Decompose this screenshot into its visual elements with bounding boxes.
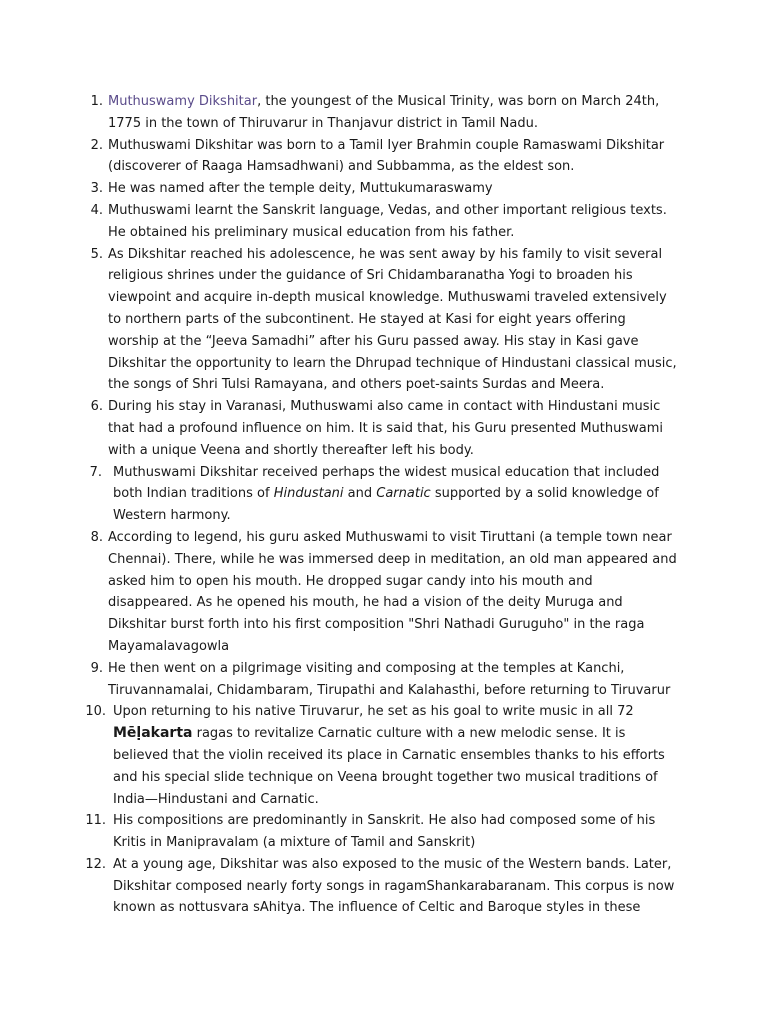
list-text: During his stay in Varanasi, Muthuswami also came in contact with Hindustani music that had a profound influence on him. It is said that, his Guru presented Muthuswami with a unique Veena and shortly thereafter left his body.	[108, 399, 664, 458]
list-text: Muthuswami Dikshitar received perhaps the widest musical education that included both Indian traditions of Hindustani and Carnatic supported by a solid knowledge of Western harmony.	[113, 464, 660, 524]
list-text: At a young age, Dikshitar was also exposed to the music of the Western bands. Later, Dikshitar composed nearly forty songs in ragamShankarabaranam. This corpus is now known as nottusvara sAhitya. The influence of Celtic and Baroque styles in these	[113, 856, 675, 916]
list-text: He then went on a pilgrimage visiting and composing at the temples at Kanchi, Tiruvannamalai, Chidambaram, Tirupathi and Kalahasthi, before returning to Tiruvarur	[108, 660, 671, 698]
list-item	[0, 200, 768, 244]
list-item	[0, 91, 768, 135]
list-number: 6.	[90, 399, 103, 415]
list-item	[0, 135, 768, 179]
list-item	[0, 527, 768, 658]
list-item	[0, 462, 768, 527]
list-item	[0, 658, 768, 702]
list-text: Muthuswami learnt the Sanskrit language, Vedas, and other important religious texts. He obtained his preliminary musical education from his father.	[108, 202, 667, 240]
list-number: 9.	[90, 660, 103, 676]
list-number: 7.	[89, 464, 102, 480]
list-number: 8.	[90, 529, 103, 545]
list-item	[0, 178, 768, 200]
list-text: Upon returning to his native Tiruvarur, he set as his goal to write music in all 72 Mēḷakarta ragas to revitalize Carnatic culture with a new melodic sense. It is believed that the violin received its place in Carnatic ensembles thanks to his efforts and his special slide technique on Veena brought together two musical traditions of India—Hindustani and Carnatic.	[113, 704, 665, 807]
list-number: 10.	[85, 704, 106, 720]
bold-term: Mēḷakarta	[113, 725, 193, 742]
list-item	[0, 396, 768, 461]
person-link[interactable]: Muthuswamy Dikshitar	[108, 94, 258, 109]
list-number: 4.	[90, 202, 103, 218]
italic-term: Hindustani	[273, 486, 344, 502]
list-number: 5.	[90, 246, 103, 262]
list-number: 11.	[85, 813, 106, 829]
list-number: 12.	[85, 856, 106, 872]
list-item	[0, 701, 768, 810]
list-text: As Dikshitar reached his adolescence, he was sent away by his family to visit several religious shrines under the guidance of Sri Chidambaranatha Yogi to broaden his viewpoint and acquire in-depth musical knowledge. Muthuswami traveled extensively to northern parts of the subcontinent. He stayed at Kasi for eight years offering worship at the “Jeeva Samadhi” after his Guru passed away. His stay in Kasi gave Dikshitar the opportunity to learn the Dhrupad technique of Hindustani classical music, the songs of Shri Tulsi Ramayana, and others poet-saints Surdas and Meera.	[108, 246, 677, 393]
list-text: Muthuswamy Dikshitar, the youngest of the Musical Trinity, was born on March 24th, 1775 in the town of Thiruvarur in Thanjavur district in Tamil Nadu.	[108, 94, 660, 131]
numbered-list	[0, 91, 768, 919]
list-number: 3.	[90, 181, 103, 197]
list-text: He was named after the temple deity, Muttukumaraswamy	[108, 181, 493, 197]
list-text: Muthuswami Dikshitar was born to a Tamil Iyer Brahmin couple Ramaswami Dikshitar (discoverer of Raaga Hamsadhwani) and Subbamma, as the eldest son.	[108, 137, 665, 175]
list-text: According to legend, his guru asked Muthuswami to visit Tiruttani (a temple town near Chennai). There, while he was immersed deep in meditation, an old man appeared and asked him to open his mouth. He dropped sugar candy into his mouth and disappeared. As he opened his mouth, he had a vision of the deity Muruga and Dikshitar burst forth into his first composition "Shri Nathadi Guruguho" in the raga Mayamalavagowla	[108, 529, 677, 654]
list-item	[0, 854, 768, 919]
list-item	[0, 244, 768, 397]
list-text: His compositions are predominantly in Sanskrit. He also had composed some of his Kritis in Manipravalam (a mixture of Tamil and Sanskrit)	[113, 813, 656, 851]
list-item	[0, 810, 768, 854]
list-number: 2.	[90, 137, 103, 153]
italic-term: Carnatic	[376, 486, 431, 502]
list-number: 1.	[90, 94, 103, 109]
